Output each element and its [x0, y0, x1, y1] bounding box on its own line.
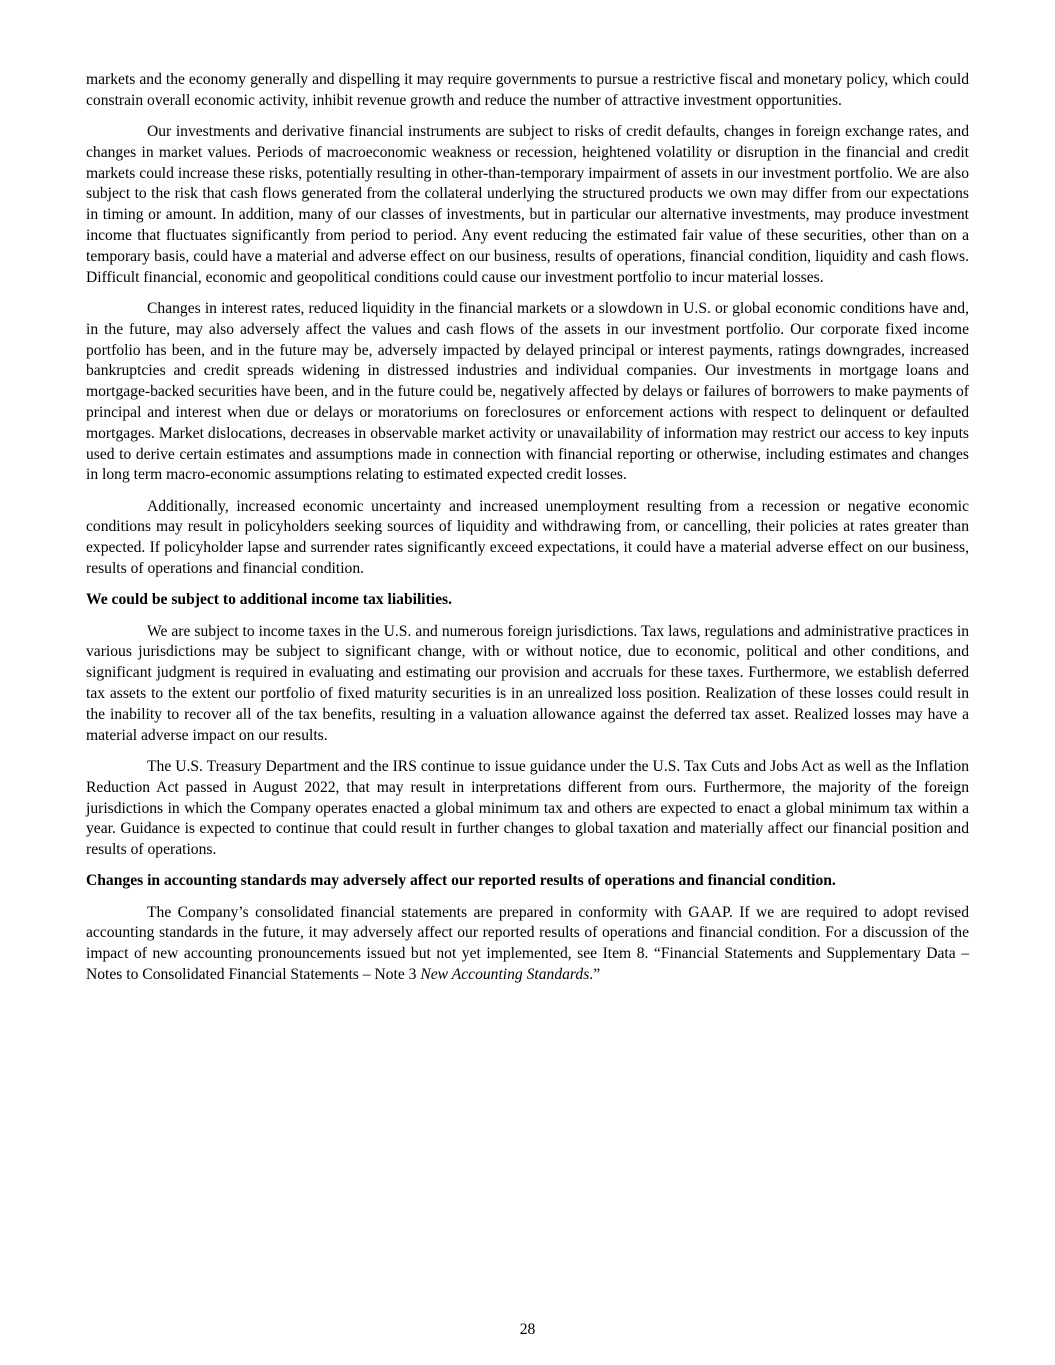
- document-body: [86, 70, 969, 996]
- paragraph: We are subject to income taxes in the U.S. and numerous foreign jurisdictions. Tax laws, regulations and administrative practices in various jurisdictions may be subject to significant change, with or without notice, due to economic, political and other conditions, and significant judgment is required in evaluating and estimating our provision and accruals for these taxes. Furthermore, we establish deferred tax assets to the extent our portfolio of fixed maturity securities is in an unrealized loss position. Realization of these losses could result in the inability to recover all of the tax benefits, resulting in a valuation allowance against the deferred tax asset. Realized losses may have a material adverse impact on our results.: [86, 622, 969, 744]
- paragraph: The U.S. Treasury Department and the IRS continue to issue guidance under the U.S. Tax Cuts and Jobs Act as well as the Inflation Reduction Act passed in August 2022, that may result in interpretations different from ours. Furthermore, the majority of the foreign jurisdictions in which the Company operates enacted a global minimum tax and others are expected to enact a global minimum tax within a year. Guidance is expected to continue that could result in further changes to global taxation and materially affect our financial position and results of operations.: [86, 757, 969, 859]
- paragraph: Additionally, increased economic uncertainty and increased unemployment resulting from a recession or negative economic conditions may result in policyholders seeking sources of liquidity and withdrawing from, or cancelling, their policies at rates greater than expected. If policyholder lapse and surrender rates significantly exceed expectations, it could have a material adverse effect on our business, results of operations and financial condition.: [86, 497, 969, 578]
- section-heading: Changes in accounting standards may adversely affect our reported results of operations and financial condition.: [86, 872, 836, 890]
- italic-reference: New Accounting Standards: [420, 966, 590, 984]
- paragraph: Changes in interest rates, reduced liquidity in the financial markets or a slowdown in U.S. or global economic conditions have and, in the future, may also adversely affect the values and cash flows of the assets in our investment portfolio. Our corporate fixed income portfolio has been, and in the future may be, adversely impacted by delayed principal or interest payments, ratings downgrades, increased bankruptcies and credit spreads widening in distressed industries and individual companies. Our investments in mortgage loans and mortgage-backed securities have been, and in the future could be, negatively affected by delays or failures of borrowers to make payments of principal and interest when due or delays or moratoriums on foreclosures or enforcement actions with respect to delinquent or defaulted mortgages. Market dislocations, decreases in observable market activity or unavailability of information may restrict our access to key inputs used to derive certain estimates and assumptions made in connection with financial reporting or otherwise, including estimates and changes in long term macro-economic assumptions relating to estimated expected credit losses.: [86, 299, 969, 484]
- paragraph: markets and the economy generally and dispelling it may require governments to pursue a restrictive fiscal and monetary policy, which could constrain overall economic activity, inhibit revenue growth and reduce the number of attractive investment opportunities.: [86, 71, 969, 109]
- paragraph: [86, 903, 969, 986]
- paragraph-tail: .”: [589, 966, 601, 984]
- paragraph: Our investments and derivative financial instruments are subject to risks of credit defaults, changes in foreign exchange rates, and changes in market values. Periods of macroeconomic weakness or recession, heightened volatility or disruption in the financial and credit markets could increase these risks, potentially resulting in other-than-temporary impairment of assets in our investment portfolio. We are also subject to the risk that cash flows generated from the collateral underlying the structured products we own may differ from our expectations in timing or amount. In addition, many of our classes of investments, but in particular our alternative investments, may produce investment income that fluctuates significantly from period to period. Any event reducing the estimated fair value of these securities, other than on a temporary basis, could have a material and adverse effect on our business, results of operations, financial condition, liquidity and cash flows. Difficult financial, economic and geopolitical conditions could cause our investment portfolio to incur material losses.: [86, 123, 969, 286]
- paragraph-text: The Company’s consolidated financial statements are prepared in conformity with GAAP. If we are required to adopt revised accounting standards in the future, it may adversely affect our reported results of operations and financial condition. For a discussion of the impact of new accounting pronouncements issued but not yet implemented, see Item 8. “Financial Statements and Supplementary Data – Notes to Consolidated Financial Statements – Note 3: [86, 903, 969, 984]
- page-number: 28: [519, 1321, 536, 1338]
- section-heading: We could be subject to additional income tax liabilities.: [86, 591, 453, 609]
